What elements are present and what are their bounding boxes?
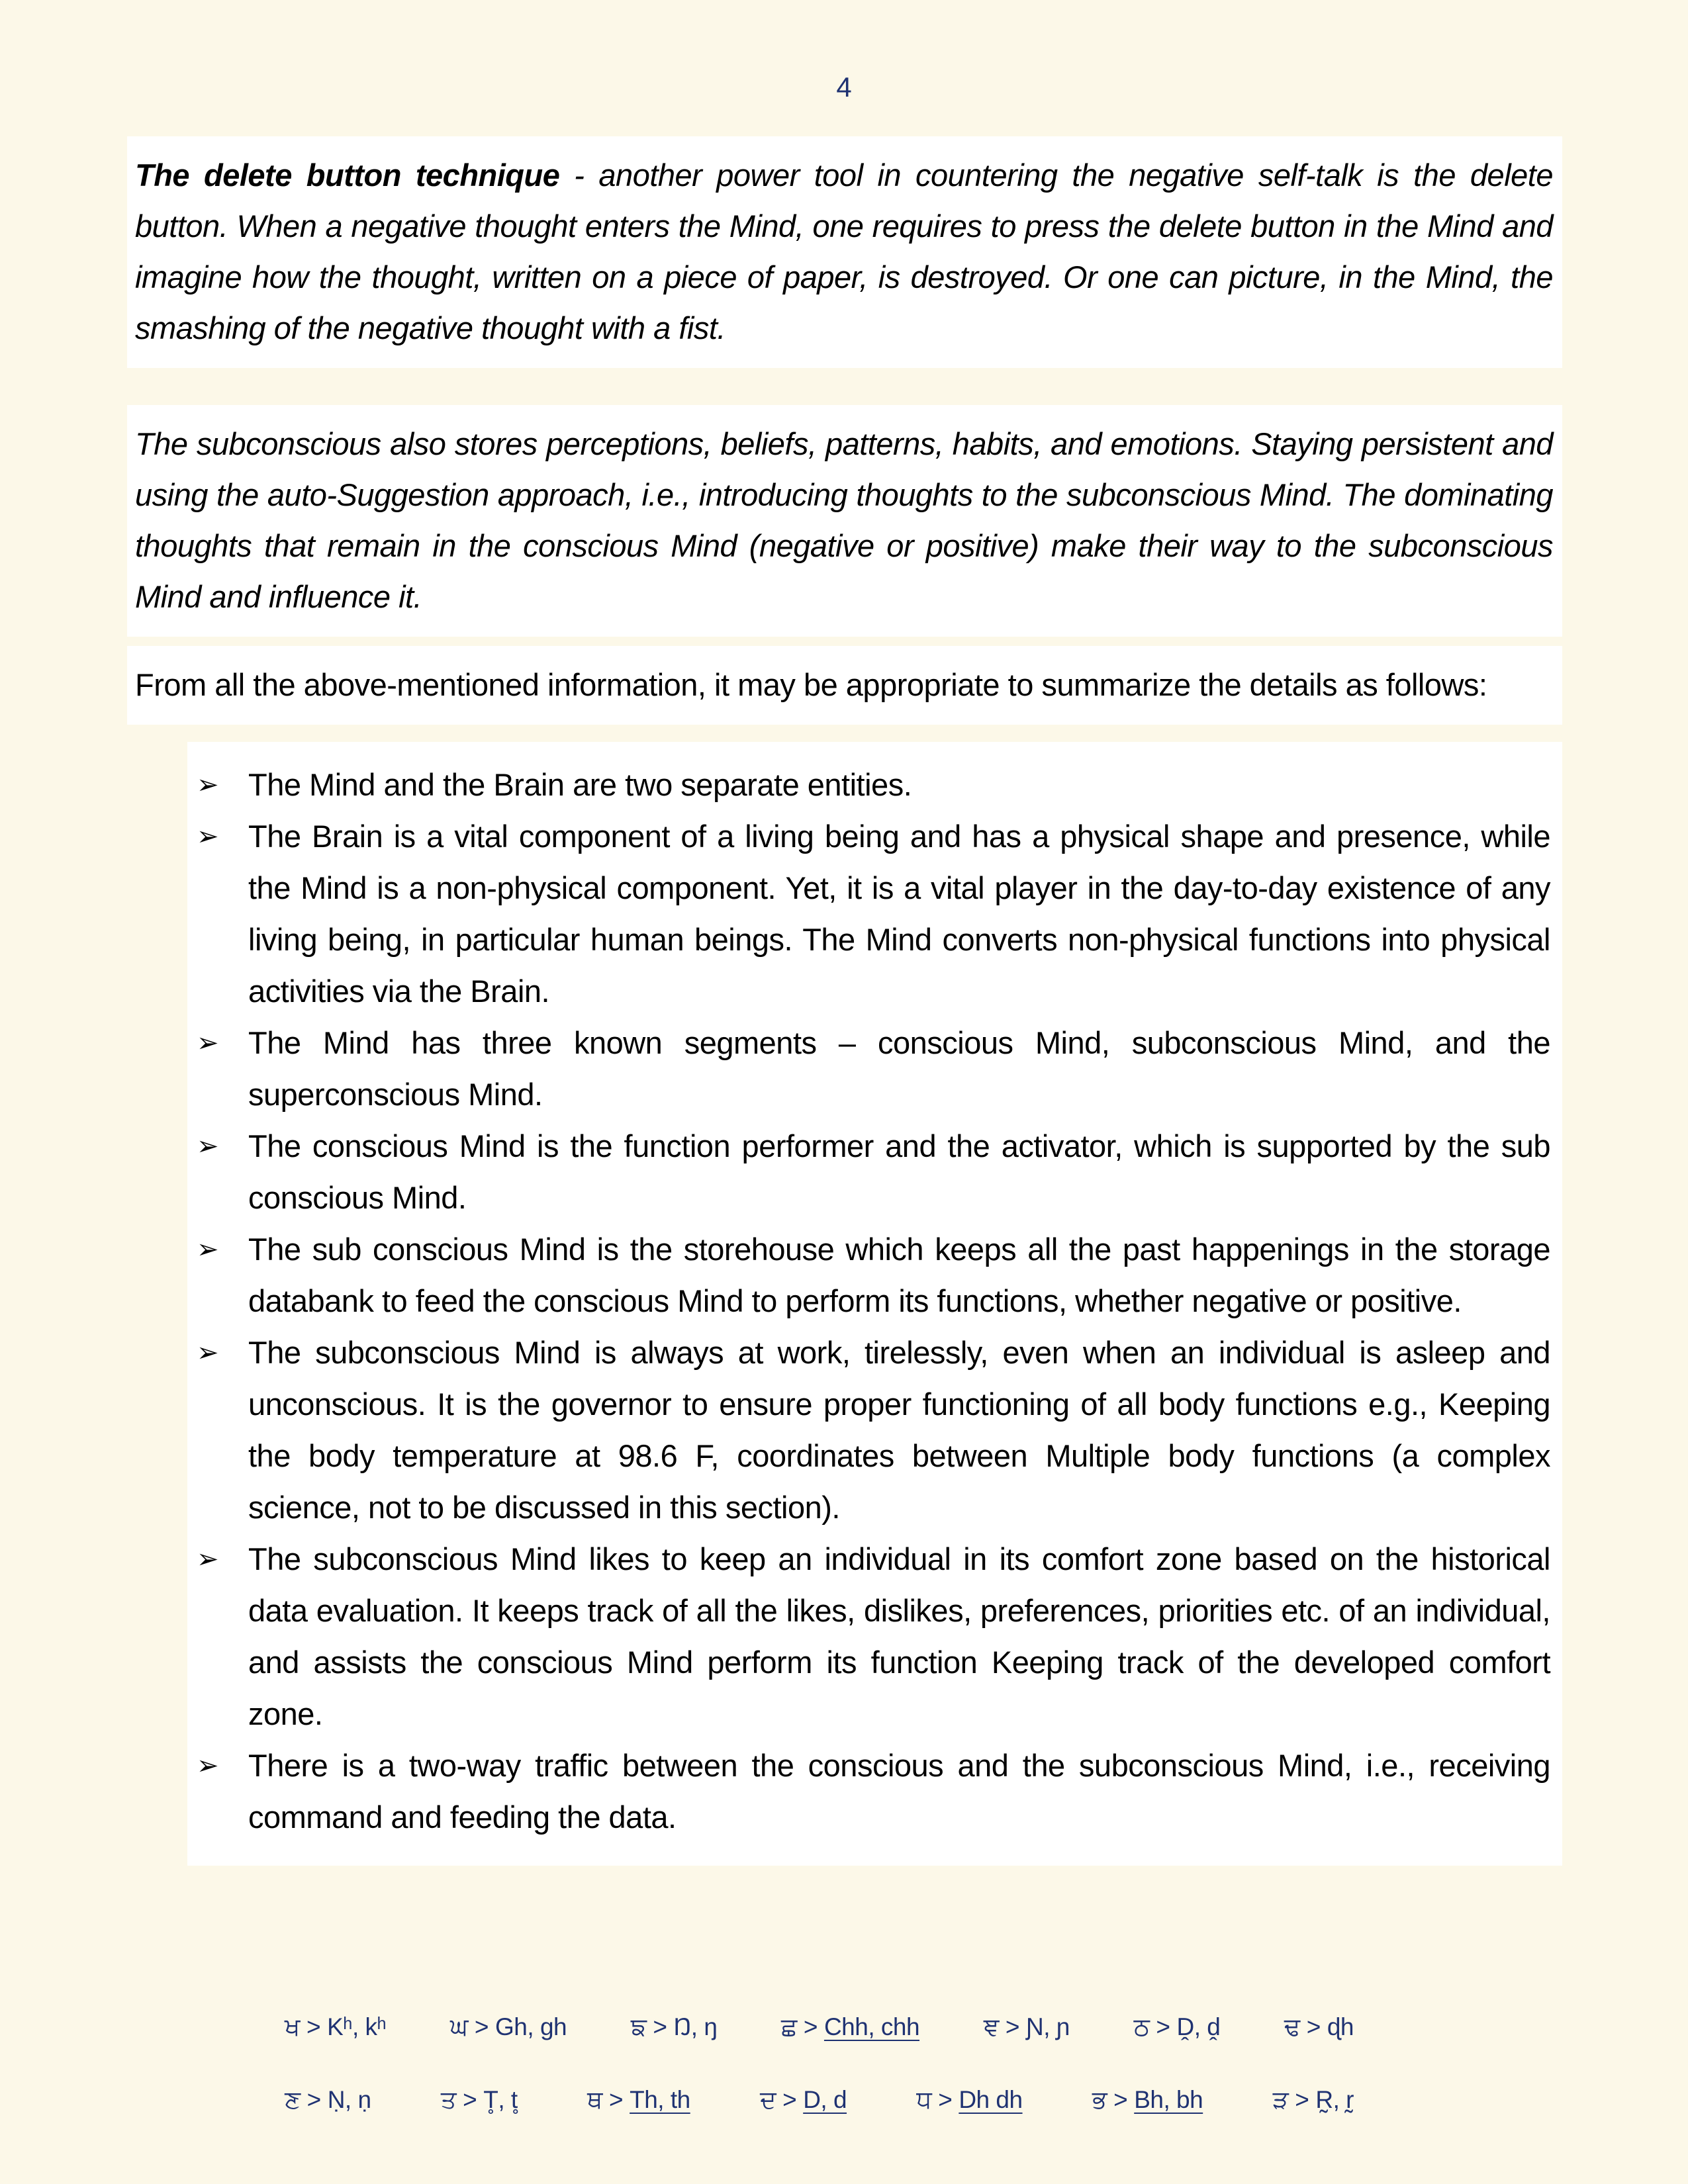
gurmukhi-letter: ਞ: [983, 2013, 999, 2040]
translit-value: Th, th: [630, 2086, 690, 2113]
page-content: [0, 136, 1688, 1866]
translit-entry: [285, 2013, 386, 2042]
arrow-bullet-icon: ➢: [197, 770, 219, 799]
translit-entry: [441, 2086, 518, 2115]
translit-entry: [285, 2086, 371, 2115]
maps-to-symbol: >: [463, 2086, 477, 2113]
gurmukhi-letter: ਛ: [781, 2013, 797, 2040]
bullet-list: [187, 759, 1550, 1843]
gurmukhi-letter: ਣ: [285, 2086, 301, 2113]
gurmukhi-letter: ਤ: [440, 2086, 457, 2113]
gurmukhi-letter: ਖ: [285, 2013, 300, 2040]
translit-value: R̰, r̰: [1315, 2086, 1354, 2113]
translit-entry: [1134, 2013, 1221, 2042]
maps-to-symbol: >: [609, 2086, 624, 2113]
gurmukhi-letter: ਘ: [449, 2013, 468, 2040]
arrow-bullet-icon: ➢: [197, 1751, 219, 1780]
translit-entry: [450, 2013, 567, 2042]
maps-to-symbol: >: [1156, 2013, 1170, 2040]
maps-to-symbol: >: [306, 2013, 321, 2040]
paragraph-summary-intro: [127, 646, 1562, 725]
spacer: [0, 368, 1688, 405]
paragraph-lead-bold: The delete button technique: [135, 158, 560, 193]
arrow-bullet-icon: ➢: [197, 1545, 219, 1574]
translit-entry: [631, 2013, 718, 2042]
maps-to-symbol: >: [474, 2013, 489, 2040]
paragraph-subconscious-stores: [127, 405, 1562, 637]
list-item: [187, 811, 1550, 1017]
list-item: [187, 1224, 1550, 1327]
maps-to-symbol: >: [1306, 2013, 1321, 2040]
paragraph-delete-button-technique: [127, 136, 1562, 368]
list-item-text: The Mind and the Brain are two separate entities.: [248, 767, 912, 802]
spacer: [0, 637, 1688, 646]
list-item: [187, 1327, 1550, 1533]
translit-entry: [781, 2013, 919, 2042]
list-item: [187, 1740, 1550, 1843]
list-item: [187, 1120, 1550, 1224]
translit-value: Bh, bh: [1134, 2086, 1203, 2113]
maps-to-symbol: >: [653, 2013, 667, 2040]
maps-to-symbol: >: [306, 2086, 321, 2113]
summary-bullet-list: [187, 742, 1562, 1866]
gurmukhi-letter: ਠ: [1133, 2013, 1150, 2040]
translit-value: Gh, gh: [495, 2013, 567, 2040]
translit-value: ɖh: [1327, 2013, 1354, 2040]
list-item-text: The Mind has three known segments – conscious Mind, subconscious Mind, and the superconscious Mind.: [248, 1025, 1550, 1112]
gurmukhi-letter: ਢ: [1284, 2013, 1300, 2040]
translit-entry: [1092, 2086, 1203, 2115]
gurmukhi-letter: ਧ: [916, 2086, 932, 2113]
arrow-bullet-icon: ➢: [197, 1338, 219, 1367]
maps-to-symbol: >: [1113, 2086, 1128, 2113]
transliteration-key-row-2: [285, 2086, 1354, 2115]
translit-value: D, d: [803, 2086, 847, 2113]
translit-value: T̥, t̥: [483, 2086, 518, 2113]
page-number: 4: [836, 71, 852, 103]
translit-entry: [587, 2086, 690, 2115]
maps-to-symbol: >: [782, 2086, 797, 2113]
list-item-text: The conscious Mind is the function performer and the activator, which is supported by the sub conscious Mind.: [248, 1128, 1550, 1215]
maps-to-symbol: >: [1005, 2013, 1019, 2040]
gurmukhi-letter: ਥ: [587, 2086, 602, 2113]
maps-to-symbol: >: [803, 2013, 818, 2040]
arrow-bullet-icon: ➢: [197, 1235, 219, 1264]
arrow-bullet-icon: ➢: [197, 1132, 219, 1161]
list-item-text: There is a two-way traffic between the conscious and the subconscious Mind, i.e., receiving command and feeding the data.: [248, 1748, 1550, 1835]
translit-value: Ɲ, ɲ: [1026, 2013, 1070, 2040]
translit-entry: [760, 2086, 847, 2115]
gurmukhi-letter: ੜ: [1272, 2086, 1289, 2113]
translit-entry: [1284, 2013, 1354, 2042]
maps-to-symbol: >: [938, 2086, 953, 2113]
maps-to-symbol: >: [1295, 2086, 1309, 2113]
translit-entry: [1273, 2086, 1354, 2115]
translit-value: Dh dh: [959, 2086, 1023, 2113]
paragraph-text: [135, 150, 1553, 353]
list-item: [187, 1017, 1550, 1120]
translit-value: Ṇ, ṇ: [327, 2086, 371, 2113]
list-item-text: The subconscious Mind is always at work, tirelessly, even when an individual is asleep and unconscious. It is the governor to ensure proper functioning of all body functions e.g., Keeping the body temperature at 98.6 F, coordinates between Multiple body functions (a complex science, not to be discussed in this section).: [248, 1335, 1550, 1525]
paragraph-body: - another power tool in countering the negative self-talk is the delete button. When a negative thought enters the Mind, one requires to press the delete button in the Mind and imagine how the thought, written on a piece of paper, is destroyed. Or one can picture, in the Mind, the smashing of the negative thought with a fist.: [135, 158, 1553, 345]
transliteration-key-row-1: [285, 2013, 1354, 2042]
gurmukhi-letter: ਙ: [630, 2013, 647, 2040]
translit-value: Kʰ, kʰ: [327, 2013, 387, 2040]
translit-value: Ŋ, ŋ: [673, 2013, 718, 2040]
arrow-bullet-icon: ➢: [197, 822, 219, 851]
translit-value: Ḓ, ḓ: [1176, 2013, 1221, 2040]
spacer: [0, 725, 1688, 742]
list-item: [187, 1533, 1550, 1740]
list-item-text: The sub conscious Mind is the storehouse which keeps all the past happenings in the storage databank to feed the conscious Mind to perform its functions, whether negative or positive.: [248, 1232, 1550, 1318]
list-item-text: The subconscious Mind likes to keep an individual in its comfort zone based on the historical data evaluation. It keeps track of all the likes, dislikes, preferences, priorities etc. of an individual, and assists the conscious Mind perform its function Keeping track of the developed comfort zone.: [248, 1541, 1550, 1731]
translit-entry: [916, 2086, 1022, 2115]
paragraph-text: From all the above-mentioned information, it may be appropriate to summarize the details as follows:: [135, 667, 1487, 702]
translit-value: Chh, chh: [823, 2013, 920, 2040]
gurmukhi-letter: ਭ: [1092, 2086, 1107, 2113]
arrow-bullet-icon: ➢: [197, 1028, 219, 1058]
gurmukhi-letter: ਦ: [760, 2086, 776, 2113]
list-item-text: The Brain is a vital component of a living being and has a physical shape and presence, while the Mind is a non-physical component. Yet, it is a vital player in the day-to-day existence of any living being, in particular human beings. The Mind converts non-physical functions into physical activities via the Brain.: [248, 819, 1550, 1009]
translit-entry: [984, 2013, 1070, 2042]
list-item: [187, 759, 1550, 811]
paragraph-text: The subconscious also stores perceptions, beliefs, patterns, habits, and emotions. Staying persistent and using the auto-Suggestion approach, i.e., introducing thoughts to the subconscious Mind. The dominating thoughts that remain in the conscious Mind (negative or positive) make their way to the subconscious Mind and influence it.: [135, 426, 1553, 614]
